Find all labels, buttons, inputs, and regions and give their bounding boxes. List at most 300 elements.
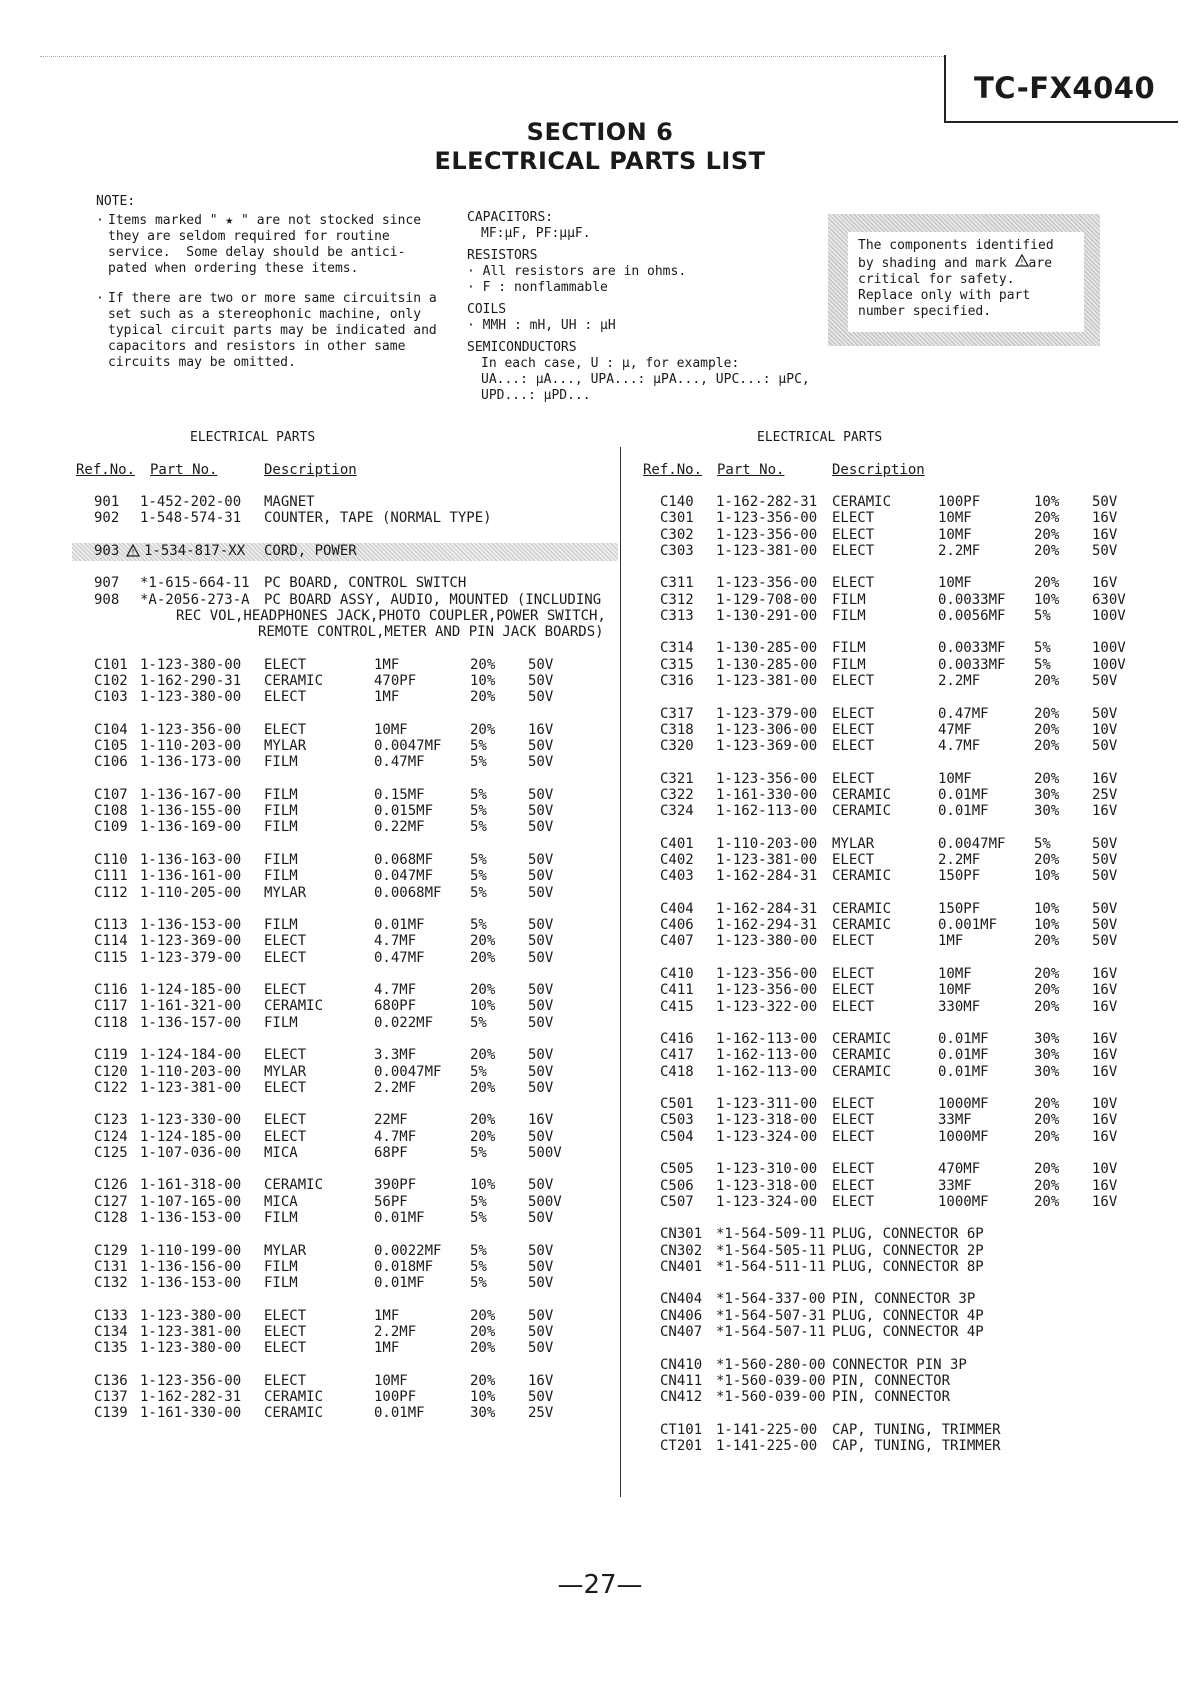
cell-desc: ELECT: [832, 543, 875, 559]
cell-volt: 50V: [528, 1064, 554, 1080]
section-number: SECTION 6: [526, 118, 674, 146]
cell-volt: 50V: [528, 803, 554, 819]
cell-tol: 20%: [1034, 1129, 1060, 1145]
cell-tol: 20%: [1034, 706, 1060, 722]
cell-volt: 16V: [528, 1112, 554, 1128]
cell-volt: 10V: [1092, 722, 1118, 738]
cell-val: 10MF: [938, 982, 972, 998]
safety-line-part: by shading and mark: [858, 256, 1007, 271]
cell-ref: C132: [94, 1275, 128, 1291]
cell-volt: 50V: [528, 689, 554, 705]
cell-tol: 20%: [1034, 543, 1060, 559]
cell-tol: 20%: [470, 1047, 496, 1063]
cell-desc: CERAMIC: [264, 1177, 324, 1193]
cell-ref: CT201: [660, 1438, 703, 1454]
cell-desc: ELECT: [264, 950, 307, 966]
cell-val: 470PF: [374, 673, 417, 689]
cell-part: 1-123-356-00: [716, 510, 818, 526]
cell-part: 1-130-285-00: [716, 640, 818, 656]
cell-part: *1-560-039-00: [716, 1373, 826, 1389]
cell-ref: C129: [94, 1243, 128, 1259]
cell-part: 1-161-330-00: [140, 1405, 242, 1421]
cell-volt: 16V: [1092, 1112, 1118, 1128]
cell-volt: 16V: [1092, 1031, 1118, 1047]
cell-tol: 5%: [470, 917, 487, 933]
cell-ref: C320: [660, 738, 694, 754]
cell-desc: MYLAR: [264, 885, 307, 901]
cell-ref: C117: [94, 998, 128, 1014]
cell-val: 0.01MF: [938, 803, 989, 819]
cell-val: 1000MF: [938, 1194, 989, 1210]
warning-triangle-icon: [1015, 254, 1029, 272]
cell-volt: 16V: [1092, 575, 1118, 591]
cell-part: 1-141-225-00: [716, 1422, 818, 1438]
cell-tol: 10%: [1034, 868, 1060, 884]
cell-val: 0.47MF: [374, 950, 425, 966]
note-item-1: [96, 213, 437, 277]
right-header-ref: Ref.No.: [643, 462, 703, 478]
cell-tol: 20%: [470, 933, 496, 949]
cell-part: *1-564-507-31: [716, 1308, 826, 1324]
cell-desc: ELECT: [264, 1324, 307, 1340]
cell-tol: 20%: [470, 722, 496, 738]
cell-val: 0.47MF: [938, 706, 989, 722]
cell-volt: 50V: [528, 673, 554, 689]
cell-desc: CERAMIC: [264, 1405, 324, 1421]
cell-volt: 50V: [1092, 706, 1118, 722]
cell-val: 0.0047MF: [374, 738, 442, 754]
cell-part: 1-123-324-00: [716, 1194, 818, 1210]
cell-part: 1-123-311-00: [716, 1096, 818, 1112]
cell-ref: C505: [660, 1161, 694, 1177]
cell-tol: 20%: [1034, 1194, 1060, 1210]
cell-desc: FILM: [264, 852, 298, 868]
warning-triangle-icon: [126, 544, 140, 561]
cell-ref: C411: [660, 982, 694, 998]
cell-desc: ELECT: [264, 982, 307, 998]
safety-line-part: are: [1028, 256, 1053, 271]
cell-ref: C123: [94, 1112, 128, 1128]
cell-tol: 5%: [470, 1275, 487, 1291]
cell-ref: C139: [94, 1405, 128, 1421]
cell-part: 1-123-356-00: [140, 1373, 242, 1389]
cell-val: 150PF: [938, 868, 981, 884]
cell-val: 1MF: [374, 657, 400, 673]
cell-ref: C315: [660, 657, 694, 673]
cell-desc: MICA: [264, 1145, 298, 1161]
cell-volt: 16V: [1092, 510, 1118, 526]
cell-part: 1-130-285-00: [716, 657, 818, 673]
cell-tol: 20%: [1034, 527, 1060, 543]
cell-volt: 50V: [1092, 917, 1118, 933]
cell-ref: C124: [94, 1129, 128, 1145]
cell-val: 2.2MF: [374, 1080, 417, 1096]
cell-desc: ELECT: [264, 1129, 307, 1145]
cell-tol: 20%: [1034, 510, 1060, 526]
cell-part: 1-123-381-00: [140, 1080, 242, 1096]
note-line: typical circuit parts may be indicated and: [108, 323, 437, 338]
safety-line: [858, 254, 1084, 272]
cell-ref: C321: [660, 771, 694, 787]
cell-ref: CN407: [660, 1324, 703, 1340]
cell-part: 1-123-381-00: [140, 1324, 242, 1340]
right-section-title: ELECTRICAL PARTS: [757, 430, 883, 445]
cell-val: 0.015MF: [374, 803, 434, 819]
cell-volt: 16V: [1092, 1047, 1118, 1063]
cell-ref: C506: [660, 1178, 694, 1194]
cell-tol: 5%: [470, 1015, 487, 1031]
cell-tol: 20%: [470, 1308, 496, 1324]
cell-cont: REC VOL,HEADPHONES JACK,PHOTO COUPLER,POWER SWITCH,: [176, 608, 606, 624]
cell-desc: PC BOARD ASSY, AUDIO, MOUNTED (INCLUDING: [264, 592, 602, 608]
cell-part: 1-124-185-00: [140, 1129, 242, 1145]
cell-tol: 20%: [470, 1080, 496, 1096]
cell-desc: PIN, CONNECTOR: [832, 1389, 951, 1405]
cell-part: 1-110-203-00: [140, 738, 242, 754]
cell-volt: 500V: [528, 1194, 562, 1210]
cell-part: 1-123-318-00: [716, 1178, 818, 1194]
cell-ref: C318: [660, 722, 694, 738]
cell-val: 0.01MF: [938, 1047, 989, 1063]
cell-val: 33MF: [938, 1178, 972, 1194]
cell-val: 2.2MF: [938, 673, 981, 689]
cell-tol: 5%: [470, 787, 487, 803]
note-label: NOTE:: [96, 194, 136, 209]
cell-desc: ELECT: [832, 510, 875, 526]
cell-ref: CN412: [660, 1389, 703, 1405]
cell-desc: FILM: [264, 803, 298, 819]
cell-ref: C404: [660, 901, 694, 917]
cell-volt: 16V: [1092, 771, 1118, 787]
cell-desc: FILM: [264, 917, 298, 933]
cell-val: 4.7MF: [374, 982, 417, 998]
cell-part: 1-130-291-00: [716, 608, 818, 624]
cell-desc: ELECT: [832, 933, 875, 949]
cell-val: 1000MF: [938, 1096, 989, 1112]
cell-val: 1MF: [374, 689, 400, 705]
cell-desc: ELECT: [832, 738, 875, 754]
capacitors-text: MF:μF, PF:μμF.: [481, 226, 591, 241]
cell-tol: 5%: [470, 1243, 487, 1259]
cell-ref: C302: [660, 527, 694, 543]
cell-desc: CERAMIC: [832, 1064, 892, 1080]
cell-part: 1-107-036-00: [140, 1145, 242, 1161]
cell-desc: MYLAR: [832, 836, 875, 852]
cell-part: 1-136-155-00: [140, 803, 242, 819]
cell-ref: C303: [660, 543, 694, 559]
cell-ref: C418: [660, 1064, 694, 1080]
safety-line: Replace only with part: [858, 288, 1031, 303]
cell-ref: C112: [94, 885, 128, 901]
cell-part: 1-123-356-00: [716, 575, 818, 591]
cell-tol: 20%: [470, 1112, 496, 1128]
cell-ref: C317: [660, 706, 694, 722]
cell-part: 1-136-161-00: [140, 868, 242, 884]
cell-val: 100PF: [938, 494, 981, 510]
cell-desc: COUNTER, TAPE (NORMAL TYPE): [264, 510, 492, 526]
cell-volt: 50V: [1092, 868, 1118, 884]
cell-part: 1-162-282-31: [716, 494, 818, 510]
cell-part: 1-110-203-00: [716, 836, 818, 852]
cell-tol: 10%: [470, 1177, 496, 1193]
cell-part: 1-123-380-00: [140, 1308, 242, 1324]
cell-desc: CERAMIC: [832, 494, 892, 510]
note-line: capacitors and resistors in other same: [108, 339, 406, 354]
cell-volt: 16V: [1092, 1064, 1118, 1080]
note-line: circuits may be omitted.: [108, 355, 296, 370]
cell-part: 1-136-153-00: [140, 1210, 242, 1226]
cell-tol: 20%: [1034, 575, 1060, 591]
note-block: [96, 194, 437, 371]
cell-ref: C137: [94, 1389, 128, 1405]
cell-part: 1-123-379-00: [140, 950, 242, 966]
note-line: pated when ordering these items.: [108, 261, 359, 276]
cell-ref: C108: [94, 803, 128, 819]
cell-val: 0.01MF: [938, 1031, 989, 1047]
cell-desc: CERAMIC: [832, 787, 892, 803]
semiconductors-text-1: In each case, U : μ, for example:: [481, 356, 740, 371]
cell-desc: PIN, CONNECTOR: [832, 1373, 951, 1389]
cell-tol: 5%: [470, 754, 487, 770]
cell-part: *1-564-509-11: [716, 1226, 826, 1242]
cell-ref: CN404: [660, 1291, 703, 1307]
cell-ref: C104: [94, 722, 128, 738]
semiconductors-text-2: UA...: μA..., UPA...: μPA..., UPC...: μPC,: [481, 372, 810, 387]
cell-ref: C322: [660, 787, 694, 803]
page-number: —27—: [557, 1570, 643, 1600]
cell-val: 100PF: [374, 1389, 417, 1405]
cell-part: 1-123-380-00: [140, 657, 242, 673]
cell-val: 0.001MF: [938, 917, 998, 933]
cell-val: 33MF: [938, 1112, 972, 1128]
cell-ref: C416: [660, 1031, 694, 1047]
cell-desc: ELECT: [832, 966, 875, 982]
resistors-text-2: · F : nonflammable: [467, 280, 608, 295]
cell-desc: ELECT: [832, 527, 875, 543]
cell-val: 4.7MF: [938, 738, 981, 754]
safety-line: number specified.: [858, 304, 992, 319]
cell-desc: ELECT: [264, 689, 307, 705]
cell-tol: 20%: [470, 982, 496, 998]
cell-part: 1-123-369-00: [716, 738, 818, 754]
cell-desc: CAP, TUNING, TRIMMER: [832, 1438, 1001, 1454]
cell-val: 1MF: [938, 933, 964, 949]
cell-part: 1-161-330-00: [716, 787, 818, 803]
safety-notice: [828, 214, 1100, 346]
cell-volt: 50V: [528, 1080, 554, 1096]
cell-tol: 5%: [1034, 640, 1051, 656]
cell-tol: 5%: [470, 868, 487, 884]
cell-part: 1-136-157-00: [140, 1015, 242, 1031]
cell-part: 1-110-203-00: [140, 1064, 242, 1080]
cell-part: 1-123-379-00: [716, 706, 818, 722]
cell-desc: FILM: [832, 608, 866, 624]
cell-part: 1-123-356-00: [140, 722, 242, 738]
cell-tol: 5%: [1034, 608, 1051, 624]
cell-part: 1-123-356-00: [716, 982, 818, 998]
cell-volt: 50V: [528, 1389, 554, 1405]
cell-part: 1-123-381-00: [716, 673, 818, 689]
cell-tol: 20%: [1034, 673, 1060, 689]
right-header-part: Part No.: [717, 462, 785, 478]
cell-ref: C401: [660, 836, 694, 852]
cell-volt: 10V: [1092, 1096, 1118, 1112]
note-item-2: [96, 291, 437, 371]
cell-desc: FILM: [264, 868, 298, 884]
note-line: set such as a stereophonic machine, only: [108, 307, 422, 322]
cell-tol: 5%: [470, 1194, 487, 1210]
cell-desc: MICA: [264, 1194, 298, 1210]
cell-part: 1-123-318-00: [716, 1112, 818, 1128]
cell-part: *1-564-337-00: [716, 1291, 826, 1307]
cell-volt: 50V: [528, 868, 554, 884]
cell-tol: 30%: [1034, 1047, 1060, 1063]
cell-desc: ELECT: [264, 1308, 307, 1324]
cell-desc: PLUG, CONNECTOR 4P: [832, 1308, 984, 1324]
cell-ref: C301: [660, 510, 694, 526]
cell-tol: 30%: [1034, 1064, 1060, 1080]
cell-desc: ELECT: [832, 1096, 875, 1112]
cell-volt: 50V: [1092, 738, 1118, 754]
cell-volt: 630V: [1092, 592, 1126, 608]
cell-val: 0.0068MF: [374, 885, 442, 901]
cell-desc: PC BOARD, CONTROL SWITCH: [264, 575, 467, 591]
cell-volt: 16V: [528, 722, 554, 738]
cell-part: *1-564-511-11: [716, 1259, 826, 1275]
cell-val: 680PF: [374, 998, 417, 1014]
cell-volt: 50V: [528, 1129, 554, 1145]
cell-part: 1-136-153-00: [140, 917, 242, 933]
cell-ref: C507: [660, 1194, 694, 1210]
cell-volt: 50V: [528, 1243, 554, 1259]
cell-val: 1MF: [374, 1340, 400, 1356]
cell-val: 2.2MF: [374, 1324, 417, 1340]
cell-val: 0.0056MF: [938, 608, 1006, 624]
cell-tol: 10%: [1034, 917, 1060, 933]
cell-volt: 50V: [528, 1177, 554, 1193]
cell-val: 1MF: [374, 1308, 400, 1324]
cell-tol: 20%: [1034, 722, 1060, 738]
cell-val: 0.0022MF: [374, 1243, 442, 1259]
safety-line: The components identified: [858, 238, 1054, 253]
cell-ref: C314: [660, 640, 694, 656]
cell-desc: FILM: [264, 1275, 298, 1291]
cell-val: 10MF: [938, 771, 972, 787]
cell-val: 4.7MF: [374, 933, 417, 949]
cell-ref: C324: [660, 803, 694, 819]
cell-desc: PLUG, CONNECTOR 6P: [832, 1226, 984, 1242]
cell-val: 10MF: [374, 722, 408, 738]
cell-volt: 50V: [528, 917, 554, 933]
cell-desc: PLUG, CONNECTOR 4P: [832, 1324, 984, 1340]
cell-part: 1-123-310-00: [716, 1161, 818, 1177]
cell-ref: CN401: [660, 1259, 703, 1275]
cell-desc: ELECT: [832, 1161, 875, 1177]
cell-part: 1-110-205-00: [140, 885, 242, 901]
capacitors-label: CAPACITORS:: [467, 210, 554, 225]
cell-desc: ELECT: [832, 722, 875, 738]
cell-volt: 50V: [528, 754, 554, 770]
cell-desc: MYLAR: [264, 1064, 307, 1080]
cell-ref: 907: [94, 575, 120, 591]
cell-tol: 20%: [470, 689, 496, 705]
cell-volt: 50V: [528, 1015, 554, 1031]
cell-part: 1-123-306-00: [716, 722, 818, 738]
cell-desc: PLUG, CONNECTOR 2P: [832, 1243, 984, 1259]
cell-tol: 5%: [470, 819, 487, 835]
cell-tol: 20%: [470, 1324, 496, 1340]
cell-ref: C316: [660, 673, 694, 689]
cell-volt: 10V: [1092, 1161, 1118, 1177]
left-header-ref: Ref.No.: [76, 462, 136, 478]
cell-part: 1-124-184-00: [140, 1047, 242, 1063]
cell-part: *A-2056-273-A: [140, 592, 250, 608]
cell-desc: ELECT: [264, 1340, 307, 1356]
column-divider: [620, 447, 621, 1497]
cell-desc: ELECT: [832, 575, 875, 591]
cell-tol: 30%: [1034, 787, 1060, 803]
cell-val: 0.0033MF: [938, 592, 1006, 608]
cell-volt: 16V: [1092, 527, 1118, 543]
cell-ref: C135: [94, 1340, 128, 1356]
cell-ref: CN406: [660, 1308, 703, 1324]
cell-tol: 30%: [470, 1405, 496, 1421]
cell-part: 1-136-169-00: [140, 819, 242, 835]
cell-volt: 100V: [1092, 657, 1126, 673]
cell-volt: 50V: [528, 819, 554, 835]
cell-volt: 50V: [528, 1210, 554, 1226]
model-number: TC-FX4040: [974, 71, 1156, 105]
cell-desc: FILM: [264, 787, 298, 803]
cell-ref: C128: [94, 1210, 128, 1226]
cell-tol: 10%: [470, 1389, 496, 1405]
cell-desc: MYLAR: [264, 1243, 307, 1259]
cell-desc: ELECT: [832, 706, 875, 722]
cell-part: 1-123-380-00: [716, 933, 818, 949]
cell-val: 0.0047MF: [938, 836, 1006, 852]
cell-part: 1-162-294-31: [716, 917, 818, 933]
cell-desc: PIN, CONNECTOR 3P: [832, 1291, 976, 1307]
cell-val: 0.22MF: [374, 819, 425, 835]
cell-ref: C504: [660, 1129, 694, 1145]
cell-tol: 30%: [1034, 803, 1060, 819]
cell-part: 1-161-318-00: [140, 1177, 242, 1193]
cell-part: *1-564-507-11: [716, 1324, 826, 1340]
cell-ref: C131: [94, 1259, 128, 1275]
cell-tol: 20%: [1034, 999, 1060, 1015]
cell-part: 1-129-708-00: [716, 592, 818, 608]
cell-desc: ELECT: [264, 1047, 307, 1063]
cell-volt: 50V: [528, 885, 554, 901]
cell-ref: C113: [94, 917, 128, 933]
cell-ref: C122: [94, 1080, 128, 1096]
cell-desc: CERAMIC: [264, 1389, 324, 1405]
cell-part: 1-136-156-00: [140, 1259, 242, 1275]
cell-ref: C503: [660, 1112, 694, 1128]
cell-part: 1-123-369-00: [140, 933, 242, 949]
cell-part: *1-615-664-11: [140, 575, 250, 591]
cell-val: 330MF: [938, 999, 981, 1015]
cell-volt: 100V: [1092, 640, 1126, 656]
cell-volt: 500V: [528, 1145, 562, 1161]
cell-ref: C111: [94, 868, 128, 884]
cell-ref: C402: [660, 852, 694, 868]
cell-ref: C125: [94, 1145, 128, 1161]
cell-tol: 30%: [1034, 1031, 1060, 1047]
cell-desc: CERAMIC: [832, 803, 892, 819]
cell-tol: 10%: [470, 998, 496, 1014]
cell-cont: REMOTE CONTROL,METER AND PIN JACK BOARDS): [258, 624, 604, 640]
